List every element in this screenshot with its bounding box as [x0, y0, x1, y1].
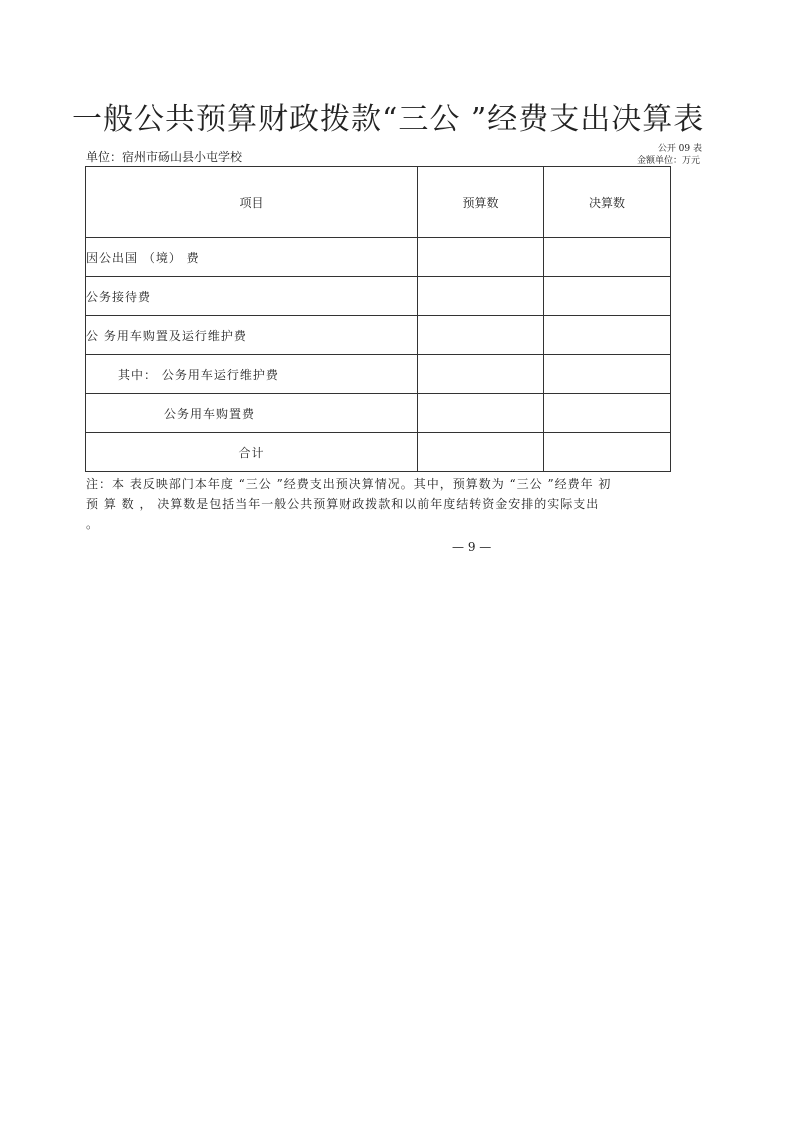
table-row: [86, 238, 671, 277]
reporting-unit: 单位：宿州市砀山县小屯学校: [86, 150, 243, 164]
table-header-row: [86, 167, 671, 238]
row-budget-value: [418, 277, 544, 316]
row-item-label: 公 务用车购置及运行维护费: [86, 316, 418, 355]
row-item-label: 其中： 公务用车运行维护费: [86, 355, 418, 394]
table-note: [86, 474, 686, 534]
row-item-label: 公务用车购置费: [86, 394, 418, 433]
page-title: 一般公共预算财政拨款“三公 ”经费支出决算表: [72, 102, 705, 137]
row-final-value: [544, 355, 671, 394]
table-row: [86, 394, 671, 433]
row-final-value: [544, 394, 671, 433]
table-row: [86, 277, 671, 316]
header-final: 决算数: [544, 167, 671, 238]
row-budget-value: [418, 433, 544, 472]
form-number: 公开 09 表: [657, 144, 702, 154]
row-budget-value: [418, 316, 544, 355]
row-item-label: 公务接待费: [86, 277, 418, 316]
row-budget-value: [418, 394, 544, 433]
row-item-label: 合计: [86, 433, 418, 472]
header-item: 项目: [86, 167, 418, 238]
note-line: 预 算 数 ， 决算数是包括当年一般公共预算财政拨款和以前年度结转资金安排的实际支出: [86, 497, 600, 511]
row-final-value: [544, 316, 671, 355]
row-budget-value: [418, 355, 544, 394]
row-final-value: [544, 433, 671, 472]
row-final-value: [544, 277, 671, 316]
row-budget-value: [418, 238, 544, 277]
row-final-value: [544, 238, 671, 277]
note-line: 。: [86, 517, 100, 531]
table-row: [86, 355, 671, 394]
row-item-label: 因公出国 （境） 费: [86, 238, 418, 277]
header-budget: 预算数: [418, 167, 544, 238]
table-total-row: [86, 433, 671, 472]
page-number: — 9 —: [452, 540, 492, 554]
money-unit-label: 金额单位：万元: [636, 156, 700, 166]
table-row: [86, 316, 671, 355]
note-line: 注：本 表反映部门本年度 “三公 ”经费支出预决算情况。其中，预算数为 “三公 ”经费年 初: [86, 477, 612, 491]
three-public-expenses-table: [85, 166, 671, 472]
